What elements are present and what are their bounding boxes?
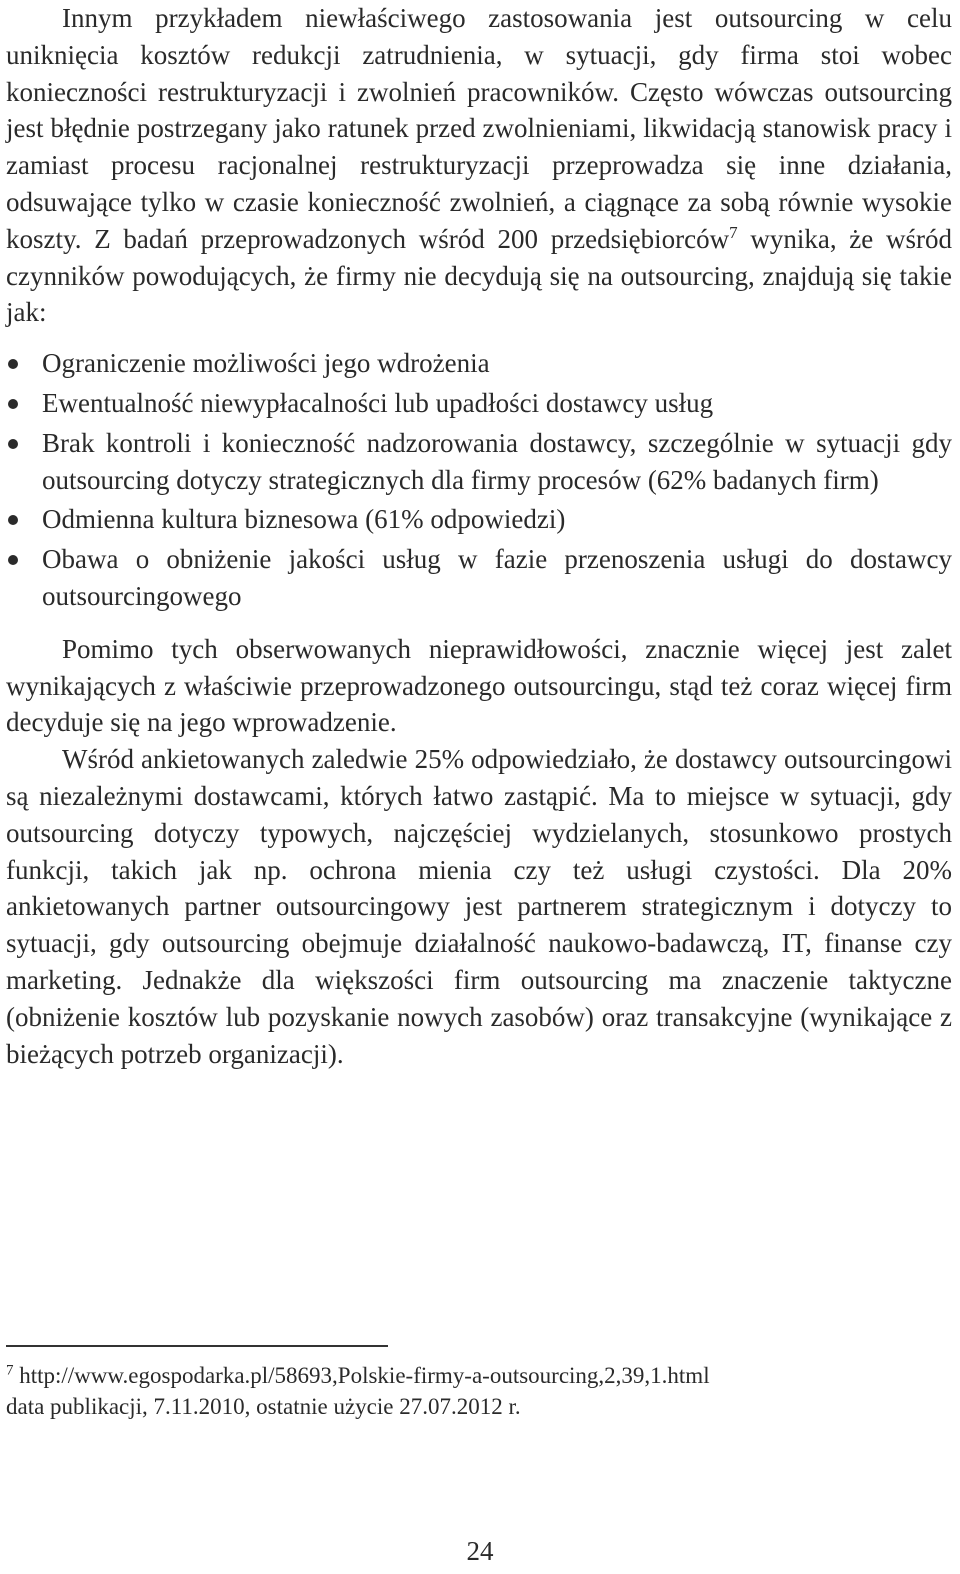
list-item bbox=[6, 541, 952, 615]
factors-list bbox=[6, 345, 952, 615]
paragraph-1-text-b: wynika, że wśród czynników powodujących, że firmy nie decydują się na outsourcing, znajdują się takie jak: bbox=[6, 223, 952, 328]
bullet-icon bbox=[8, 359, 18, 369]
list-item-text: Ewentualność niewypłacalności lub upadłości dostawcy usług bbox=[42, 387, 714, 418]
footnote-url[interactable]: http://www.egospodarka.pl/58693,Polskie-firmy-a-outsourcing,2,39,1.html bbox=[19, 1363, 710, 1388]
list-item bbox=[6, 501, 952, 538]
list-item bbox=[6, 425, 952, 499]
list-item-text: Brak kontroli i konieczność nadzorowania dostawcy, szczególnie w sytuacji gdy outsourcing dotyczy strategicznych dla firmy procesów (62% badanych firm) bbox=[42, 427, 952, 495]
footnote-divider bbox=[6, 1345, 388, 1347]
paragraph-1-text-a: Innym przykładem niewłaściwego zastosowania jest outsourcing w celu uniknięcia kosztów redukcji zatrudnienia, w sytuacji, gdy firma stoi wobec konieczności restrukturyzacji i zwolnień pracowników. Często wówczas outsourcing jest błędnie postrzegany jako ratunek przed zwolnieniami, likwidacją stanowisk pracy i zamiast procesu racjonalnej restrukturyzacji przeprowadza się inne działania, odsuwające tylko w czasie konieczność zwolnień, a ciągnące za sobą równie wysokie koszty. Z badań przeprowadzonych wśród 200 przedsiębiorców bbox=[6, 3, 952, 254]
list-item bbox=[6, 385, 952, 422]
list-item-text: Odmienna kultura biznesowa (61% odpowiedzi) bbox=[42, 504, 566, 535]
bullet-icon bbox=[8, 555, 18, 565]
paragraph-1 bbox=[6, 0, 952, 331]
footnote-reference[interactable]: 7 bbox=[729, 222, 738, 242]
footnote bbox=[6, 1360, 946, 1422]
footnote-number: 7 bbox=[6, 1362, 14, 1379]
bullet-icon bbox=[8, 515, 18, 525]
list-item-text: Obawa o obniżenie jakości usług w fazie przenoszenia usługi do dostawcy outsourcingowego bbox=[42, 544, 952, 611]
bullet-icon bbox=[8, 399, 18, 409]
page-number: 24 bbox=[466, 1536, 494, 1566]
page-body bbox=[6, 0, 952, 1072]
bullet-icon bbox=[8, 439, 18, 449]
paragraph-2: Pomimo tych obserwowanych nieprawidłowości, znacznie więcej jest zalet wynikających z właściwie przeprowadzonego outsourcingu, stąd też coraz więcej firm decyduje się na jego wprowadzenie. bbox=[6, 633, 952, 738]
footnote-line-1 bbox=[6, 1360, 946, 1391]
paragraph-3: Wśród ankietowanych zaledwie 25% odpowiedziało, że dostawcy outsourcingowi są niezależnymi dostawcami, których łatwo zastąpić. Ma to miejsce w sytuacji, gdy outsourcing dotyczy typowych, najczęściej wydzielanych, stosunkowo prostych funkcji, takich jak np. ochrona mienia czy też usługi czystości. Dla 20% ankietowanych partner outsourcingowy jest partnerem strategicznym i dotyczy to sytuacji, gdy outsourcing obejmuje działalność naukowo-badawczą, IT, finanse czy marketing. Jednakże dla większości firm outsourcing ma znaczenie taktyczne (obniżenie kosztów lub pozyskanie nowych zasobów) oraz transakcyjne (wynikające z bieżących potrzeb organizacji). bbox=[6, 744, 952, 1069]
list-item-text: Ograniczenie możliwości jego wdrożenia bbox=[42, 348, 490, 379]
footnote-line-2: data publikacji, 7.11.2010, ostatnie użycie 27.07.2012 r. bbox=[6, 1394, 521, 1419]
list-item bbox=[6, 345, 952, 382]
